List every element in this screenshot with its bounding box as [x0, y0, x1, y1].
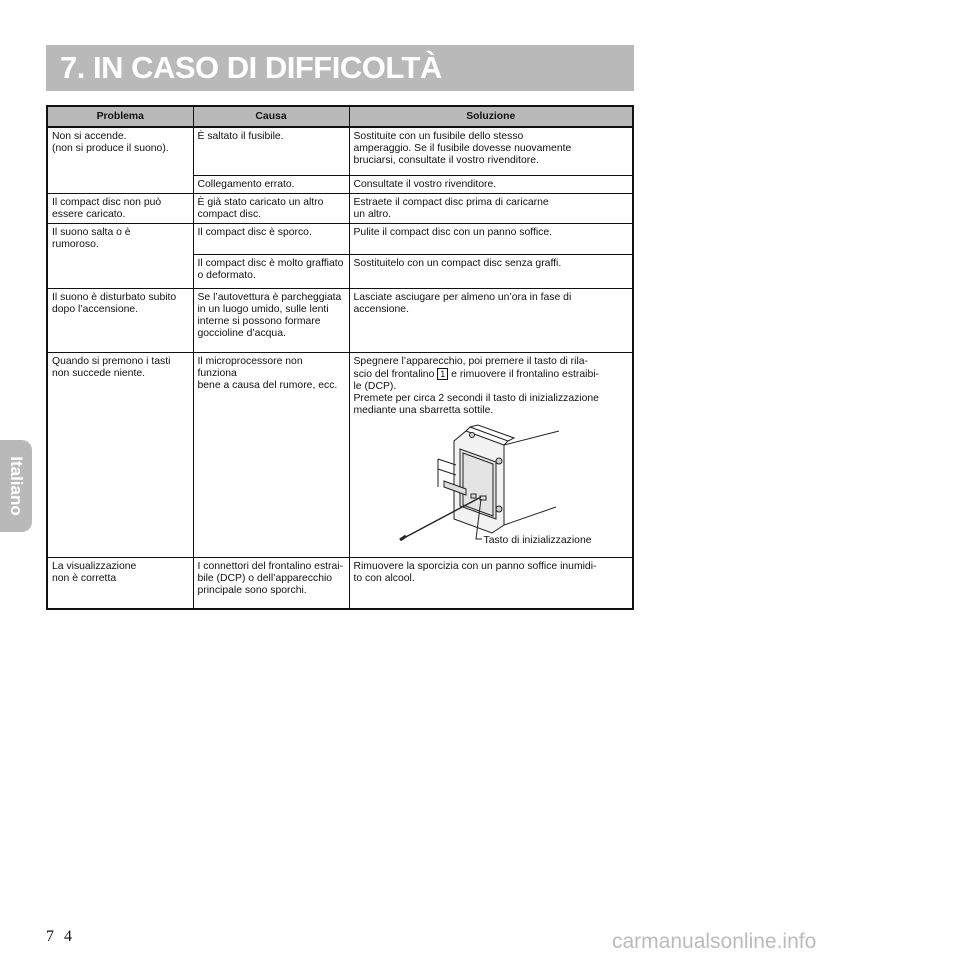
table-row: [47, 193, 633, 223]
cause-text: Il compact disc è sporco.: [197, 226, 312, 238]
problem-cell: [47, 193, 193, 223]
problem-text: Il suono è disturbato subito dopo l’accensione.: [52, 291, 177, 315]
problem-text: Il suono salta o è rumoroso.: [52, 226, 131, 250]
solution-cell: [349, 557, 633, 609]
section-header: [46, 45, 634, 91]
solution-text: Estraete il compact disc prima di caricarne un altro.: [353, 196, 549, 220]
solution-cell: [349, 288, 633, 352]
cause-cell: [193, 352, 349, 557]
cause-cell: [193, 193, 349, 223]
solution-text: Pulite il compact disc con un panno soffice.: [353, 226, 552, 238]
solution-cell: [349, 127, 633, 175]
solution-cell: [349, 254, 633, 288]
solution-text-part-b: e rimuovere il frontalino estraibi- le (DCP). Premete per circa 2 secondi il tasto di inizializzazione mediante una sbarretta sottile.: [353, 368, 600, 416]
solution-text-part-a: Spegnere l’apparecchio, poi premere il tasto di rila- scio del frontalino: [353, 355, 588, 380]
solution-cell: [349, 223, 633, 254]
cause-cell: [193, 127, 349, 175]
problem-cell: [47, 127, 193, 193]
watermark: carmanualsonline.info: [612, 930, 817, 953]
page-number: 7 4: [46, 928, 75, 945]
cause-cell: [193, 254, 349, 288]
problem-text: Non si accende. (non si produce il suono).: [52, 131, 169, 154]
cause-text: Il compact disc è molto graffiato o deformato.: [197, 257, 344, 281]
language-tab: [0, 440, 32, 532]
table-row: [47, 127, 633, 175]
header-problem: Problema: [47, 106, 193, 127]
solution-text: Rimuovere la sporcizia con un panno soffice inumidi- to con alcool.: [353, 560, 597, 584]
head-unit-diagram: [354, 423, 610, 553]
cause-cell: [193, 557, 349, 609]
problem-text: Il compact disc non può essere caricato.: [52, 196, 162, 220]
table-row: [47, 557, 633, 609]
cause-text: I connettori del frontalino estrai- bile (DCP) o dell’apparecchio principale sono sporchi.: [197, 560, 344, 596]
solution-text: Consultate il vostro rivenditore.: [353, 178, 497, 190]
language-tab-label: Italiano: [7, 456, 26, 516]
page-title: 7. IN CASO DI DIFFICOLTÀ: [60, 50, 442, 85]
solution-cell: [349, 175, 633, 193]
reset-button-figure: [354, 423, 610, 553]
problem-cell: [47, 223, 193, 288]
solution-cell: [349, 352, 633, 557]
cause-text: È saltato il fusibile.: [197, 131, 284, 142]
cause-text: Collegamento errato.: [197, 178, 295, 190]
table-row: [47, 352, 633, 557]
problem-cell: [47, 288, 193, 352]
cause-cell: [193, 175, 349, 193]
header-cause: Causa: [193, 106, 349, 127]
cause-cell: [193, 223, 349, 254]
solution-text: Sostituitelo con un compact disc senza graffi.: [353, 257, 562, 269]
troubleshooting-table: [46, 105, 634, 610]
problem-text: Quando si premono i tasti non succede niente.: [52, 355, 171, 379]
cause-text: Se l’autovettura è parcheggiata in un luogo umido, sulle lenti interne si possono formare goccioline d’acqua.: [197, 291, 342, 339]
solution-text: Lasciate asciugare per almeno un’ora in fase di accensione.: [353, 291, 572, 315]
release-button-number: 1: [437, 368, 448, 380]
solution-text: Sostituite con un fusibile dello stesso amperaggio. Se il fusibile dovesse nuovamente bruciarsi, consultate il vostro rivenditore.: [353, 131, 572, 166]
table-header-row: [47, 106, 633, 127]
cause-cell: [193, 288, 349, 352]
problem-cell: [47, 557, 193, 609]
solution-text: [354, 356, 629, 417]
solution-cell: [349, 193, 633, 223]
header-solution: Soluzione: [349, 106, 633, 127]
figure-label: Tasto di inizializzazione: [483, 534, 592, 546]
table-row: [47, 288, 633, 352]
cause-text: Il microprocessore non funziona bene a causa del rumore, ecc.: [197, 355, 338, 391]
problem-text: La visualizzazione non è corretta: [52, 560, 137, 584]
cause-text: È già stato caricato un altro compact disc.: [197, 196, 324, 220]
problem-cell: [47, 352, 193, 557]
table-row: [47, 223, 633, 254]
